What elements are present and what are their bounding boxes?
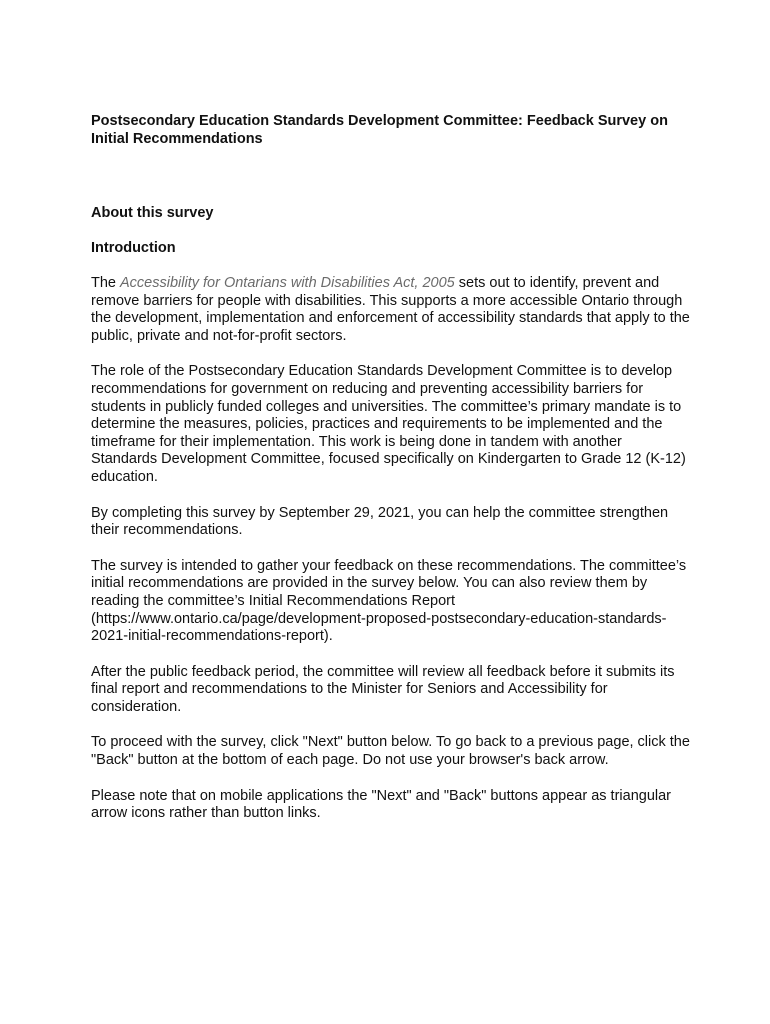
intro-paragraph [91, 275, 691, 345]
document-title: Postsecondary Education Standards Development Committee: Feedback Survey on Initial Recommendations [91, 113, 668, 147]
section-heading: About this survey [91, 205, 214, 221]
feedback-period-paragraph: After the public feedback period, the committee will review all feedback before it submits its final report and recommendations to the Minister for Seniors and Accessibility for consideration. [91, 663, 675, 715]
navigation-instructions-paragraph: To proceed with the survey, click "Next" button below. To go back to a previous page, click the "Back" button at the bottom of each page. Do not use your browser's back arrow. [91, 734, 690, 769]
intro-prefix: The [91, 275, 121, 291]
aoda-link[interactable]: Accessibility for Ontarians with Disabilities Act, 2005 [120, 275, 455, 291]
mobile-note-paragraph: Please note that on mobile applications the "Next" and "Back" buttons appear as triangular arrow icons rather than button links. [91, 787, 671, 822]
committee-role-paragraph: The role of the Postsecondary Education Standards Development Committee is to develop recommendations for government on reducing and preventing accessibility barriers for students in publicly funded colleges and universities. The committee’s primary mandate is to determine the measures, policies, practices and requirements to be implemented and the timeframe for their implementation. This work is being done in tandem with another Standards Development Committee, focused specifically on Kindergarten to Grade 12 (K-12) education. [91, 363, 686, 485]
survey-purpose-paragraph: The survey is intended to gather your feedback on these recommendations. The committee’s initial recommendations are provided in the survey below. You can also review them by reading the committee’s Initial Recommendations Report (https://www.ontario.ca/page/development-proposed-postsecondary-education-standards-2021-initial-recommendations-report). [91, 557, 687, 645]
introduction-heading: Introduction [91, 240, 176, 256]
deadline-paragraph: By completing this survey by September 29, 2021, you can help the committee strengthen their recommendations. [91, 504, 669, 539]
intro-suffix: sets out to identify, prevent and remove barriers for people with disabilities. This supports a more accessible Ontario through the development, implementation and enforcement of accessibility standards that apply to the public, private and not-for-profit sectors. [91, 275, 690, 344]
survey-document [91, 112, 691, 841]
